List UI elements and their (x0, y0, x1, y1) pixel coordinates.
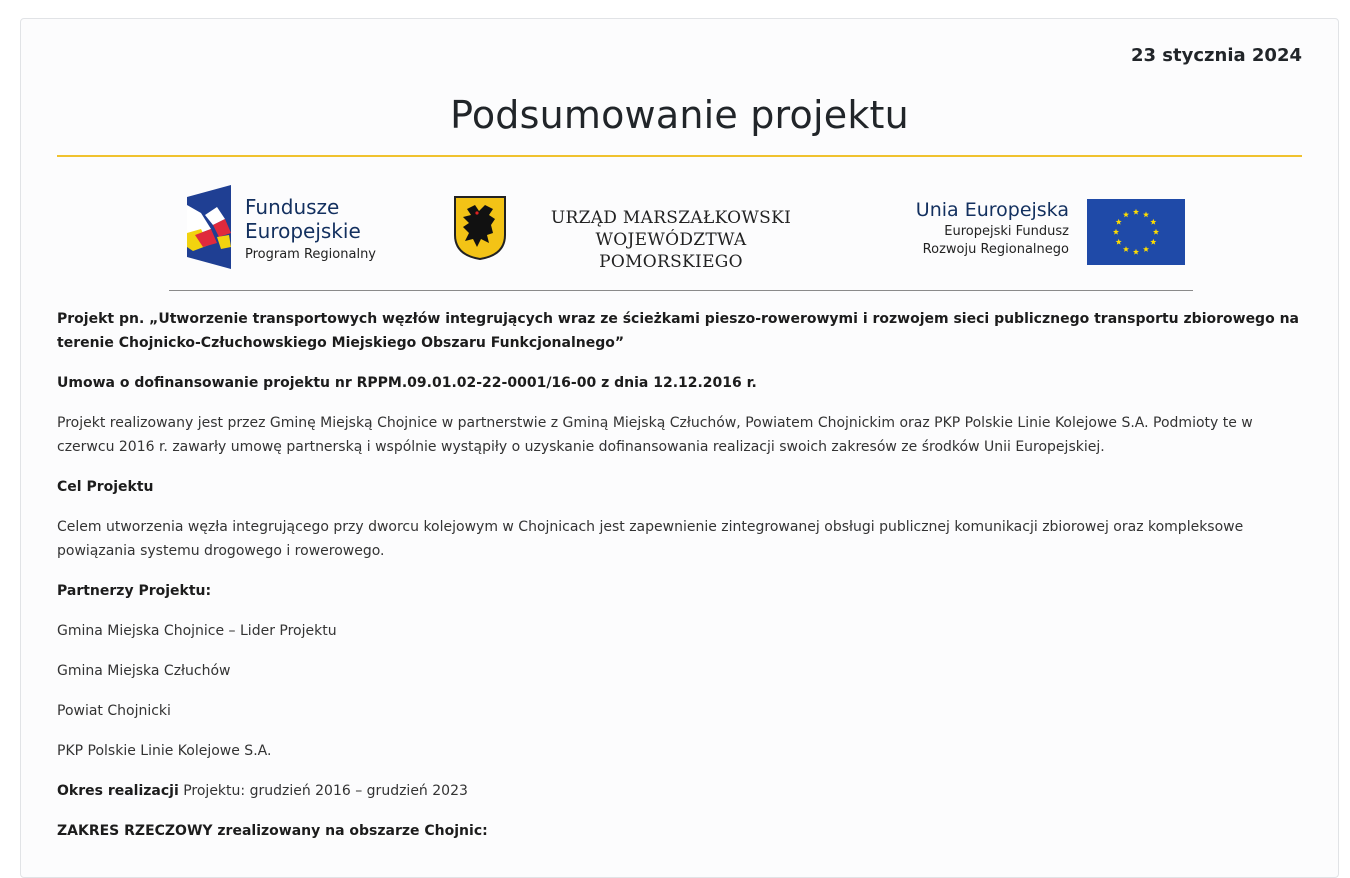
partner-item: Gmina Miejska Człuchów (57, 663, 231, 679)
title-divider (57, 155, 1302, 157)
unia-line3: Rozwoju Regionalnego (922, 242, 1069, 257)
fundusze-line3: Program Regionalny (245, 247, 376, 262)
unia-europejska-logo (887, 193, 1187, 263)
urzad-marszalkowski-logo (453, 193, 833, 272)
fundusze-europejskie-logo (181, 181, 421, 273)
partner-item: Gmina Miejska Chojnice – Lider Projektu (57, 623, 337, 639)
fundusze-line1: Fundusze (245, 195, 340, 219)
project-name: Projekt pn. „Utworzenie transportowych węzłów integrujących wraz ze ścieżkami pieszo-rowerowymi i rozwojem sieci publicznego transportu zbiorowego na terenie Chojnicko-Człuchowskiego Miejskiego Obszaru Funkcjonalnego” (57, 311, 1299, 351)
partner-item: Powiat Chojnicki (57, 703, 171, 719)
goal-heading: Cel Projektu (57, 479, 154, 495)
fundusze-line2: Europejskie (245, 219, 361, 243)
eu-funds-flag-icon (187, 185, 235, 273)
scope-heading: ZAKRES RZECZOWY zrealizowany na obszarze Chojnic: (57, 823, 488, 839)
logos-divider (169, 290, 1193, 291)
urzad-line2: WOJEWÓDZTWA POMORSKIEGO (595, 230, 747, 272)
pomorskie-griffin-crest-icon (453, 195, 507, 261)
eu-flag-icon (1087, 199, 1185, 265)
goal-text: Celem utworzenia węzła integrującego przy dworcu kolejowym w Chojnicach jest zapewnienie zintegrowanej obsługi publicznej komunikacji zbiorowej oraz kompleksowe powiązania systemu drogowego i rowerowego. (57, 519, 1244, 559)
project-description (57, 307, 1307, 859)
agreement-number: Umowa o dofinansowanie projektu nr RPPM.09.01.02-22-0001/16-00 z dnia 12.12.2016 r. (57, 375, 757, 391)
funding-logos-bar (171, 177, 1193, 277)
fundusze-text (245, 195, 376, 262)
unia-line1: Unia Europejska (915, 199, 1069, 221)
partners-heading: Partnerzy Projektu: (57, 583, 212, 599)
urzad-line1: URZĄD MARSZAŁKOWSKI (550, 208, 792, 228)
partner-item: PKP Polskie Linie Kolejowe S.A. (57, 743, 272, 759)
page-title: Podsumowanie projektu (450, 93, 909, 137)
unia-text (916, 197, 1069, 259)
period-value: Projektu: grudzień 2016 – grudzień 2023 (178, 783, 468, 799)
document-date: 23 stycznia 2024 (1130, 45, 1302, 66)
document-card (20, 18, 1339, 878)
unia-line2: Europejski Fundusz (944, 224, 1069, 239)
period-line (57, 779, 1307, 803)
project-intro: Projekt realizowany jest przez Gminę Miejską Chojnice w partnerstwie z Gminą Miejską Człuchów, Powiatem Chojnickim oraz PKP Polskie Linie Kolejowe S.A. Podmioty te w czerwcu 2016 r. zawarły umowę partnerską i wspólnie wystąpiły o uzyskanie dofinansowania realizacji swoich zakresów ze środków Unii Europejskiej. (57, 415, 1253, 455)
urzad-text (521, 207, 821, 273)
period-label: Okres realizacji (57, 783, 179, 799)
